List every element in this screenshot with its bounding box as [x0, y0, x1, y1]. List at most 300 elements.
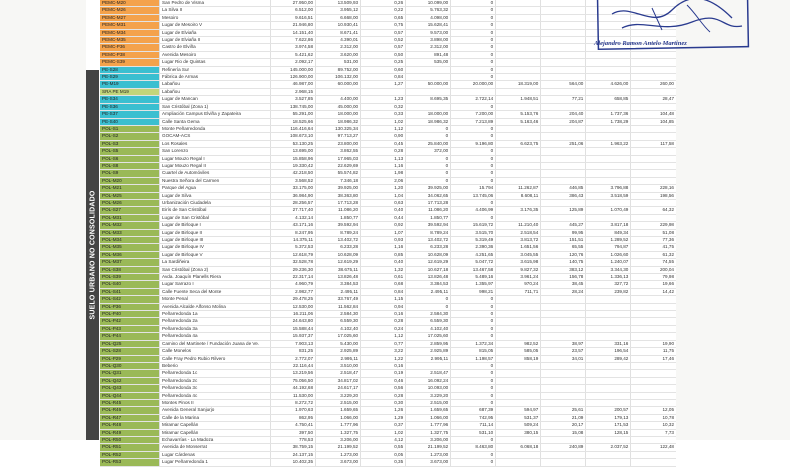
cell-v6: 982,52 [496, 340, 541, 347]
cell-v5: 0 [451, 74, 496, 81]
table-row [100, 274, 676, 281]
cell-v8 [586, 214, 631, 221]
cell-v9: 79,98 [631, 274, 676, 281]
cell-v4: 6.559,30 [406, 318, 451, 325]
table-row [100, 133, 676, 140]
cell-v1: 397,50 [271, 429, 316, 436]
cell-v7 [541, 362, 586, 369]
cell-name: Parque del Agua [160, 185, 271, 192]
cell-v4: 10.093,00 [406, 385, 451, 392]
cell-v7 [541, 7, 586, 14]
cell-code: PEMC-S39 [100, 59, 160, 66]
cell-v4: 17.025,60 [406, 333, 451, 340]
cell-v1: 29.236,30 [271, 266, 316, 273]
cell-v1: 13.219,56 [271, 370, 316, 377]
cell-v3: 0,55 [361, 444, 406, 451]
cell-v2: 1.327,75 [316, 429, 361, 436]
cell-v3: 0,90 [361, 133, 406, 140]
cell-v1: 9.616,51 [271, 14, 316, 21]
cell-code: POL-Q30 [100, 362, 160, 369]
cell-v3: 3,22 [361, 348, 406, 355]
table-row [100, 296, 676, 303]
cell-v5: 8.463,80 [451, 444, 496, 451]
cell-v2: 11.562,84 [316, 303, 361, 310]
cell-v6 [496, 37, 541, 44]
cell-v7: 38,45 [541, 281, 586, 288]
cell-v9 [631, 170, 676, 177]
cell-code: POL-P36 [100, 303, 160, 310]
cell-v7: 77,21 [541, 96, 586, 103]
cell-v4: 25.840,00 [406, 140, 451, 147]
cell-v2: 24.617,17 [316, 385, 361, 392]
cell-v8 [586, 88, 631, 95]
cell-v7 [541, 74, 586, 81]
cell-v9: 10,32 [631, 422, 676, 429]
cell-name: Lugar Peñarredonda 1 [160, 459, 271, 466]
cell-v7 [541, 459, 586, 466]
cell-v4: 18.986,32 [406, 118, 451, 125]
cell-v4: 17.713,28 [406, 199, 451, 206]
cell-v5: 5.319,49 [451, 237, 496, 244]
cell-code: POL-R45 [100, 399, 160, 406]
cell-v8 [586, 177, 631, 184]
cell-v4: 372,00 [406, 148, 451, 155]
cell-v6: 6.623,75 [496, 140, 541, 147]
cell-v6: 3.961,24 [496, 274, 541, 281]
cell-v2: 4.400,00 [316, 96, 361, 103]
cell-v2: 5.430,00 [316, 340, 361, 347]
cell-v3: 0,30 [361, 399, 406, 406]
cell-v7 [541, 385, 586, 392]
cell-v8: 331,16 [586, 340, 631, 347]
cell-v9 [631, 88, 676, 95]
cell-name: Lugar de Birloque V [160, 251, 271, 258]
cell-v5: 687,39 [451, 407, 496, 414]
cell-v2: 17.713,28 [316, 199, 361, 206]
cell-v1: 4.132,14 [271, 214, 316, 221]
cell-v8: 128,15 [586, 429, 631, 436]
cell-v6: 5.163,46 [496, 118, 541, 125]
cell-code: POL-M20 [100, 177, 160, 184]
cell-code: POL-R46 [100, 407, 160, 414]
cell-name: Miramar Capellán [160, 422, 271, 429]
table-row [100, 170, 676, 177]
cell-v3: 1,16 [361, 244, 406, 251]
table-row [100, 370, 676, 377]
cell-v6 [496, 125, 541, 132]
cell-v9: 228,16 [631, 185, 676, 192]
cell-v9 [631, 325, 676, 332]
cell-v8 [586, 385, 631, 392]
cell-v7 [541, 0, 586, 7]
cell-v5: 0 [451, 436, 496, 443]
cell-v2: 38.675,11 [316, 266, 361, 273]
cell-v4: 0 [406, 155, 451, 162]
cell-v9: 12,05 [631, 407, 676, 414]
cell-v1: 3.527,85 [271, 96, 316, 103]
cell-v8 [586, 311, 631, 318]
cell-v6 [496, 66, 541, 73]
cell-v1: 8.272,72 [271, 399, 316, 406]
cell-v1: 14.151,40 [271, 29, 316, 36]
cell-v3: 0,75 [361, 22, 406, 29]
cell-v5: 0 [451, 459, 496, 466]
cell-v5: 0 [451, 51, 496, 58]
cell-code: POL-R51 [100, 444, 160, 451]
cell-v7 [541, 155, 586, 162]
cell-v4: 0 [406, 303, 451, 310]
table-row [100, 429, 676, 436]
table-row [100, 422, 676, 429]
table-row [100, 399, 676, 406]
cell-v1: 2.772,07 [271, 355, 316, 362]
cell-v5: 1.198,57 [451, 355, 496, 362]
cell-v8 [586, 74, 631, 81]
cell-v3: 1,26 [361, 407, 406, 414]
cell-code: POL-S42 [100, 296, 160, 303]
table-row [100, 14, 676, 21]
cell-v4: 5.763,32 [406, 7, 451, 14]
cell-v7 [541, 311, 586, 318]
cell-v5: 0 [451, 214, 496, 221]
cell-code: PEMC-M31 [100, 22, 160, 29]
cell-name: Calle Fuente Seca del Monte [160, 288, 271, 295]
cell-v5: 7.213,89 [451, 118, 496, 125]
cell-name: Labañou [160, 88, 271, 95]
cell-name: Lugar Sarrazo I [160, 281, 271, 288]
cell-v2: 17.965,03 [316, 155, 361, 162]
cell-v2 [316, 88, 361, 95]
cell-v7: 28,24 [541, 288, 586, 295]
cell-name: Avenida de Monserrat [160, 444, 271, 451]
cell-v7 [541, 14, 586, 21]
cell-v5: 0 [451, 177, 496, 184]
cell-v9: 7,73 [631, 429, 676, 436]
cell-v7: 25,61 [541, 407, 586, 414]
table-row [100, 118, 676, 125]
cell-v9 [631, 385, 676, 392]
cell-v3: 0,56 [361, 385, 406, 392]
cell-v7: 156,78 [541, 274, 586, 281]
cell-v9 [631, 451, 676, 458]
cell-name: Montes Pinos II [160, 399, 271, 406]
cell-v5: 0 [451, 29, 496, 36]
cell-v1: 27.950,00 [271, 0, 316, 7]
cell-v8 [586, 333, 631, 340]
cell-v2: 39.925,00 [316, 185, 361, 192]
cell-v7: 23,57 [541, 348, 586, 355]
cell-v1: 75.056,50 [271, 377, 316, 384]
cell-code: POL-S6 [100, 155, 160, 162]
cell-v2: 2.584,30 [316, 311, 361, 318]
cell-v4: 4.098,00 [406, 14, 451, 21]
cell-v6: 970,24 [496, 281, 541, 288]
cell-v3: 1,16 [361, 162, 406, 169]
cell-v8: 1.737,36 [586, 111, 631, 118]
table-row [100, 177, 676, 184]
cell-v7: 38,97 [541, 340, 586, 347]
cell-v5: 0 [451, 296, 496, 303]
cell-v6 [496, 133, 541, 140]
cell-v5: 1.372,34 [451, 340, 496, 347]
cell-v2: 531,00 [316, 59, 361, 66]
cell-v1: 3.568,52 [271, 177, 316, 184]
cell-v8: 1.738,29 [586, 118, 631, 125]
cell-v7: 386,43 [541, 192, 586, 199]
cell-v2: 33.767,49 [316, 296, 361, 303]
cell-v5: 2.722,14 [451, 96, 496, 103]
table-row [100, 96, 676, 103]
cell-v6: 1.948,51 [496, 96, 541, 103]
cell-v2: 2.518,47 [316, 370, 361, 377]
table-row [100, 385, 676, 392]
cell-v7 [541, 333, 586, 340]
cell-v4: 2.312,00 [406, 44, 451, 51]
cell-v2: 3.206,00 [316, 436, 361, 443]
cell-code: PE-S37 [100, 111, 160, 118]
cell-v9 [631, 362, 676, 369]
cell-v6 [496, 88, 541, 95]
cell-name: La Sardiñeira [160, 259, 271, 266]
cell-code: POL-R52 [100, 451, 160, 458]
cell-v8: 658,85 [586, 96, 631, 103]
cell-code: POL-P43 [100, 325, 160, 332]
cell-v1: 24.643,80 [271, 318, 316, 325]
cell-v3: 1,98 [361, 170, 406, 177]
cell-v2: 6.559,30 [316, 318, 361, 325]
cell-code: POL-R53 [100, 459, 160, 466]
cell-v3: 0,68 [361, 281, 406, 288]
table-row [100, 51, 676, 58]
cell-v3: 0,85 [361, 251, 406, 258]
cell-v8: 2.037,52 [586, 444, 631, 451]
cell-v2: 39.592,94 [316, 222, 361, 229]
cell-v6: 11.210,40 [496, 222, 541, 229]
cell-v5: 4.251,65 [451, 251, 496, 258]
cell-v6: 531,37 [496, 414, 541, 421]
cell-v9: 41,75 [631, 244, 676, 251]
cell-v2: 6.233,28 [316, 244, 361, 251]
cell-v6 [496, 59, 541, 66]
cell-v9 [631, 199, 676, 206]
cell-v3: 1,22 [361, 355, 406, 362]
cell-name: Lugar de Mancan [160, 96, 271, 103]
table-row [100, 459, 676, 466]
cell-v9 [631, 303, 676, 310]
cell-v8: 200,57 [586, 407, 631, 414]
cell-v9: 77,36 [631, 237, 676, 244]
cell-v1: 7.622,86 [271, 37, 316, 44]
cell-name: Refinería Sur [160, 66, 271, 73]
table-row [100, 237, 676, 244]
cell-name: Avenida Mesoiro [160, 51, 271, 58]
cell-v6 [496, 362, 541, 369]
cell-v2: 60.000,00 [316, 81, 361, 88]
cell-name: Lugar de Birloque III [160, 237, 271, 244]
cell-v7 [541, 296, 586, 303]
cell-v7 [541, 103, 586, 110]
cell-v9: 74,55 [631, 259, 676, 266]
cell-v5: 0 [451, 370, 496, 377]
cell-code: SRA PE M19 [100, 88, 160, 95]
cell-v8: 3.796,88 [586, 185, 631, 192]
cell-code: POL-S3 [100, 140, 160, 147]
cell-v9: 19,66 [631, 281, 676, 288]
cell-v3: 1,12 [361, 333, 406, 340]
cell-name: Lugar de Birloque II [160, 229, 271, 236]
cell-v4: 0 [406, 162, 451, 169]
cell-v3: 2,06 [361, 177, 406, 184]
cell-v1: 11.530,00 [271, 392, 316, 399]
cell-v2: 18.000,00 [316, 111, 361, 118]
cell-v3: 1,13 [361, 155, 406, 162]
cell-v2: 2.995,11 [316, 355, 361, 362]
signature-name: Alejandro Ramon Antelo Martinez [594, 40, 687, 47]
cell-v4: 3.206,00 [406, 436, 451, 443]
cell-v5: 0 [451, 66, 496, 73]
cell-v1: 12.530,00 [271, 303, 316, 310]
cell-v1: 18.525,66 [271, 118, 316, 125]
table-row [100, 436, 676, 443]
cell-v2: 2.495,11 [316, 288, 361, 295]
cell-v3: 0,45 [361, 140, 406, 147]
cell-v9: 117,58 [631, 140, 676, 147]
table-row [100, 74, 676, 81]
cell-v2: 12.619,29 [316, 259, 361, 266]
cell-code: PE-S36 [100, 103, 160, 110]
cell-v1: 6.512,00 [271, 7, 316, 14]
cell-v8 [586, 162, 631, 169]
cell-v2: 1.273,00 [316, 451, 361, 458]
cell-v3: 0,44 [361, 214, 406, 221]
table-row [100, 222, 676, 229]
cell-v4: 3.229,20 [406, 392, 451, 399]
cell-name: Lugar de Elviaña [160, 29, 271, 36]
cell-v5: 9.196,80 [451, 140, 496, 147]
cell-v8: 239,82 [586, 288, 631, 295]
cell-v7: 204,40 [541, 111, 586, 118]
cell-v2: 2.312,00 [316, 44, 361, 51]
cell-v8: 794,87 [586, 244, 631, 251]
cell-v6 [496, 0, 541, 7]
cell-v1: 145.000,00 [271, 66, 316, 73]
cell-name: Calle de la Marina [160, 414, 271, 421]
cell-v1: 15.937,37 [271, 333, 316, 340]
cell-v5: 5.047,72 [451, 259, 496, 266]
cell-v9: 14,42 [631, 288, 676, 295]
cell-name: Calle Monelos [160, 348, 271, 355]
cell-name: Fábrica de Armas [160, 74, 271, 81]
cell-code: POL-S8 [100, 162, 160, 169]
cell-name: Eirís de San Cristóbal [160, 207, 271, 214]
cell-v9 [631, 177, 676, 184]
cell-name: Lugar de Silva [160, 192, 271, 199]
cell-v8: 3.518,59 [586, 192, 631, 199]
cell-v4: 39.592,94 [406, 222, 451, 229]
cell-code: POL-S39 [100, 274, 160, 281]
cell-v9: 61,32 [631, 251, 676, 258]
cell-v2: 7.346,18 [316, 177, 361, 184]
cell-v3: 0,57 [361, 29, 406, 36]
cell-v5: 815,05 [451, 348, 496, 355]
cell-v1: 36.984,90 [271, 192, 316, 199]
cell-v3: 0,33 [361, 111, 406, 118]
cell-v4 [406, 88, 451, 95]
cell-v3: 0,40 [361, 207, 406, 214]
cell-v9: 17,46 [631, 355, 676, 362]
cell-v3: 0,46 [361, 377, 406, 384]
cell-v8 [586, 318, 631, 325]
cell-v5: 0 [451, 170, 496, 177]
cell-v6 [496, 311, 541, 318]
cell-v4: 1.066,00 [406, 414, 451, 421]
cell-v4: 10.628,09 [406, 251, 451, 258]
table-row [100, 311, 676, 318]
cell-v3: 0,24 [361, 325, 406, 332]
cell-v8: 1.026,60 [586, 251, 631, 258]
cell-v3: 0,63 [361, 199, 406, 206]
cell-v3: 0,16 [361, 311, 406, 318]
cell-code: POL-R48 [100, 422, 160, 429]
cell-v9: 104,85 [631, 118, 676, 125]
cell-v3: 1,32 [361, 266, 406, 273]
cell-v3: 0,28 [361, 148, 406, 155]
cell-v3: 0,84 [361, 288, 406, 295]
cell-code: PE-S34 [100, 96, 160, 103]
cell-v4: 16.092,24 [406, 377, 451, 384]
cell-code: PEMC-M35 [100, 37, 160, 44]
cell-v5: 0 [451, 377, 496, 384]
table-row [100, 392, 676, 399]
cell-v5: 0 [451, 148, 496, 155]
cell-v7 [541, 170, 586, 177]
cell-v6 [496, 177, 541, 184]
cell-v5: 0 [451, 14, 496, 21]
cell-v7 [541, 162, 586, 169]
cell-v6: 5.153,76 [496, 111, 541, 118]
table-row [100, 318, 676, 325]
cell-v7: 21,09 [541, 414, 586, 421]
cell-v2: 3.229,20 [316, 392, 361, 399]
cell-name: Peñarredonda 4c [160, 392, 271, 399]
cell-v5: 5.489,16 [451, 274, 496, 281]
cell-v6 [496, 451, 541, 458]
cell-v8 [586, 325, 631, 332]
cell-v6 [496, 22, 541, 29]
cell-v2: 130.325,34 [316, 125, 361, 132]
cell-v2: 3.384,53 [316, 281, 361, 288]
cell-v6: 3.176,35 [496, 207, 541, 214]
table-row [100, 7, 676, 14]
cell-v7: 140,75 [541, 259, 586, 266]
table-row [100, 451, 676, 458]
cell-v1: 43.171,16 [271, 222, 316, 229]
cell-v3: 1,02 [361, 118, 406, 125]
cell-v5: 0 [451, 399, 496, 406]
cell-v5: 0 [451, 162, 496, 169]
cell-v3: 1,29 [361, 414, 406, 421]
cell-v2: 89.752,00 [316, 66, 361, 73]
cell-name: Mesoiro [160, 14, 271, 21]
cell-code: POL-Q42 [100, 377, 160, 384]
table-row [100, 288, 676, 295]
cell-code: PEMC-P36 [100, 44, 160, 51]
cell-v9: 104,48 [631, 111, 676, 118]
table-row [100, 207, 676, 214]
table-row [100, 0, 676, 7]
cell-v8 [586, 148, 631, 155]
cell-code: POL-M25 [100, 192, 160, 199]
